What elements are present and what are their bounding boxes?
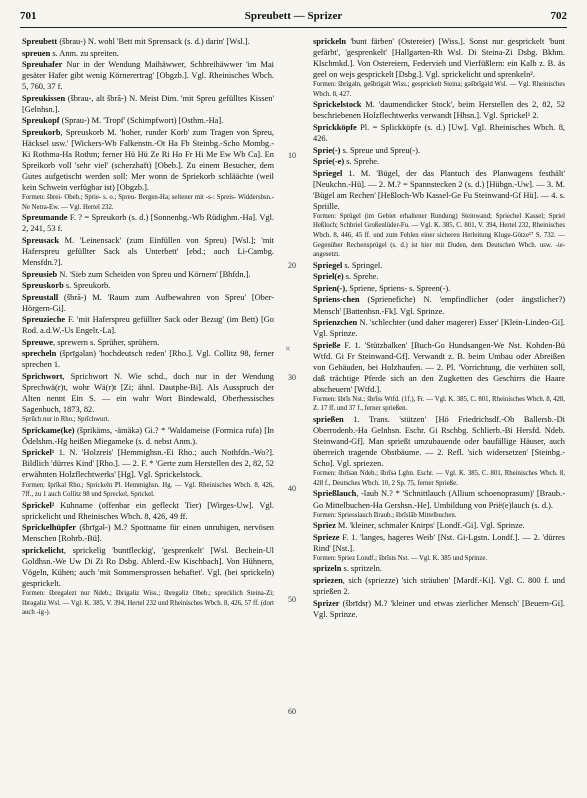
margin-mark: × (285, 344, 291, 355)
headword: Spreubett (22, 37, 58, 46)
line-number: 20 (288, 261, 296, 270)
headword: Sprickel² (22, 500, 55, 510)
dictionary-entry: Spriel(e) s. Sprehe. (313, 272, 379, 282)
line-number: 10 (288, 151, 296, 160)
headword: Spriegel (313, 168, 343, 178)
headword: spreuen (22, 48, 51, 58)
line-number: 50 (288, 595, 296, 604)
headword: Sprie(-e) (313, 157, 345, 167)
dictionary-entry: Spreustall (šbrā-) M. 'Raum zum Aufbewahren von Spreu' [Ober-Hörgern-Gi]. (22, 292, 274, 313)
headword: Spreukorb (22, 127, 61, 137)
headword: Spreusieb (22, 269, 58, 279)
dictionary-entry: Sprickel¹ 1. N. 'Holzreis' [Hemmighsn.-Ei Rho.; auch Nothfdn.-Wo?]. Bildlich 'dürres Kind' [Rho.]. — 2. F. * 'Gerte zum Herstellen des 2, 82, 52 erwähnten Holzflechtwerks' [Hg]. Vgl. Sprickelstock. (22, 448, 274, 480)
headword: Spriez (313, 521, 336, 531)
dictionary-entry: Spreusack M. 'Leinensack' (zum Einfüllen von Spreu) [Wsl.]; 'mit Haferspreu gefüllter Sack als Unterbett' [ebd.; auch Li-Cambg. Mensfdn.?]. (22, 235, 274, 268)
left-column (22, 36, 274, 786)
headword: Sprieze (313, 532, 340, 542)
forms-note: Formen: Sprügel (im Gebiet erhaltener Rundung) Steinwand; Spriechel Kassel; Spriel Heßloch; Schbriel Großenlüder-Fu. — Vgl. K. 385, C. 801, V. 394, Hertel 232, Rheinisches Wbch. 8, 446, 45 ff. und zum Fehlen einer sicheren Herleitung Kluge-Götze¹⁷ S. 732. — Gegenüber Rechensprügel (s. d.) ist hier mit Duden, dem Deutschen Wbch. usw. -ie- angesetzt. (313, 212, 565, 259)
headword: Sprickel¹ (22, 448, 55, 458)
headword: Spriel(e) (313, 272, 344, 282)
headword: sprickelicht (22, 545, 64, 555)
forms-note: Formen: šprīkəl Rho.; Sprickeln Pl. Hemmighsn. Hg. — Vgl. Rheinisches Wbch. 8, 426, 7ff., zu 1 auch Collitz 98 und Spreckel, Sprickel. (22, 481, 274, 499)
dictionary-entry: Spriens-chen (Sprienefiche) N. 'empfindlicher (oder ängstlicher?) Mensch' [Battenhsn.-Fk]. Vgl. Sprinze. (313, 295, 565, 316)
dictionary-entry: sprießen 1. Trans. 'stützen' [Hö Friedrichsdf.-Ob Ballersb.-Di Oberrodenb.-Ha Gelnhsn. Eschr. Gi Rschbg. Schlierb.-Bi Hersfd. Ndeb. Steinwand-Gf]. Man sprießt umzubauende oder baufällige Häuser, auch überreich tragende Obstbäume. — 2. Refl. 'sich widersetzen' [Steinbg.-Scho]. Vgl. spriezen. (313, 415, 565, 469)
headword: Spreukopf (22, 116, 60, 126)
dictionary-entry: Spreuhafer Nur in der Wendung Maihäwwer, Schbreihäwwer 'im Mai gesäter Hafer gibt wenig Körnerertrag' [Obgzb.]. Vgl. Rheinisches Wbch. 5, 760, 37 f. (22, 60, 274, 92)
dictionary-entry: Spriez M. 'kleiner, schmaler Knirps' [Londf.-Gi]. Vgl. Sprinze. (313, 521, 525, 531)
dictionary-entry: Spreuskorb s. Spreukorb. (22, 281, 111, 291)
dictionary-entry: spriezen, sich (spriezze) 'sich sträuben' [Mardf.-Ki]. Vgl. C. 800 f. und sprießen 2. (313, 575, 565, 596)
dictionary-entry: Sprizer (šbrīdsṛ) M.? 'kleiner und etwas zierlicher Mensch' [Beuern-Gi]. Vgl. Sprinze. (313, 598, 565, 619)
headword: Spreuzieche (22, 315, 66, 325)
dictionary-entry: Spreukopf (Sprau-) M. 'Tropf' (Schimpfwort) [Osthm.-Ha]. (22, 116, 224, 126)
dictionary-entry: Spreuwe, sprewern s. Sprüher, sprühern. (22, 337, 160, 347)
page-header (20, 10, 567, 26)
headword: Spreuhafer (22, 60, 63, 70)
headword: Sprickköpfe (313, 122, 357, 132)
forms-note: Formen: šbrīs Nst.; šbrīss Wtfd. (1f.), Fr. — Vgl. K. 385, C. 801, Rheinisches Wbch. 8, 428, Z. 17 ff. und 37 f., ferner sprießen. (313, 395, 565, 413)
headword: spriezen (313, 575, 343, 585)
dictionary-entry: Spriegel s. Springel. (313, 260, 383, 270)
headword: Spriegel (313, 260, 343, 270)
headword: Sprienzchen (313, 318, 358, 328)
headword: sprecheln (22, 349, 57, 359)
line-number: 30 (288, 373, 296, 382)
dictionary-entry: spreuen s. Anm. zu spreiten. (22, 48, 119, 58)
headword: sprizeln (313, 564, 342, 574)
dictionary-entry: sprizeln s. spritzeln. (313, 564, 382, 574)
forms-note: Formen: Spriez Londf.; šbrīsts Nst. — Vgl. K. 385 und Sprinze. (313, 554, 488, 562)
dictionary-entry: Sprien(-), Spriene, Spriens- s. Spreen(-). (313, 283, 451, 293)
dictionary-entry: sprickeln 'bunt färben' (Ostereier) [Wiss.]. Sonst nur gesprickelt 'bunt gefärbt', 'gesprenkelt' [Hallgarten-Rh Wsl. Di Steina-Zi Dsbg. Bkhm. Klschmkd.]. Von Ostereiern, Federvieh und Vierfüßlern: ein Kalb z. B. äs geel on wejs gesprickelt [Dsbg.]. Vgl. sprickelicht und sprenkeln². (313, 37, 565, 80)
forms-note: Formen: šbrīsən Ndeb.; šbrīsə Lghn. Eschr. — Vgl. K. 385, C. 801, Rheinisches Wbch. 8, 428 f., Deutsches Wbch. 10, 2 Sp. 75, ferner Sprieße. (313, 470, 565, 487)
headword: Spreumande (22, 213, 68, 223)
dictionary-entry: Sprießlauch, -laub N.? * 'Schnittlauch (Allium schoenoprasum)' [Braub.-Go Mittelbuchen-Ha Gershsn.-He]. Umbildung von Prië(e)lauch (s. d.). (313, 489, 565, 510)
dictionary-entry: Sprickame(ke) (šprikäms, -ämäkə) Gi.? * 'Waldameise (Formica rufa) [In Ödelshm.-Hg heißen Miegameke (s. d. nebst Anm.). (22, 425, 274, 446)
line-number: 60 (288, 707, 296, 716)
dictionary-entry: Spreukissen (šbrau-, alt šbrā-) N. Meist Dim. 'mit Spreu gefülltes Kissen' [Gelnhsn.]. (22, 93, 274, 114)
dictionary-entry: Spriegel 1. M. 'Bügel, der das Plantuch des Planwagens festhält' [Neukchn.-Hü]. — 2. M.? = Spannstecken 2 (s. d.) [Hübgn.-Uw]. — 3. M. 'Bügel am Rechen' [Heßloch-Wb Kassel-Ge Fu Steinwand-Gf Hü]. — 4. s. Spriille. (313, 168, 565, 211)
dictionary-entry: sprickelicht, sprickelig 'buntfleckig', 'gesprenkelt' [Wsl. Bechein-Ul Goldhsn.-We Uw Di Zi Ro Dsbg. Ahlerd.-Ew Kischbach]. Von Hühnern, Vögeln, Kühen; auch 'mit Sommersprossen behaftet'. Vgl. (bei sprickeln) gesprickelt. (22, 545, 274, 589)
headword: Sprieße (313, 340, 341, 350)
headword: sprickeln (313, 37, 347, 46)
dictionary-entry: Sprie(-e) s. Sprehe. (313, 157, 380, 167)
headword: Spreuskorb (22, 281, 64, 291)
headword: Sprichwort (22, 372, 63, 381)
forms-note: Sprūch nur in Rho.; Sprīchwurt. (22, 416, 110, 424)
headword: Spreukissen (22, 93, 66, 103)
dictionary-entry: Sprickköpfe Pl. = Splickköpfe (s. d.) [Uw]. Vgl. Rheinisches Wbch. 8, 426. (313, 122, 565, 144)
header-rule (20, 27, 567, 28)
dictionary-entry: Sprickelstock M. 'daumendicker Stock', beim Herstellen des 2, 82, 52 beschriebenen Holzflechtwerks verwandt [Hhsn.]. Vgl. Sprickel¹ 2. (313, 100, 565, 121)
dictionary-entry: Spreukorb, Spreuskorb M. 'hoher, runder Korb' zum Tragen von Spreu, Häcksel usw.' [Wickers-Wb Falkenstn.-Ot Ha Fb Steinbg.-Scho Mombg.-Ki Rothma-Ha Rothm; ferner Hü Hü Ze Ri Ho Fr Hi Me Ew Wb Ca]. En Spreikorb voll 'sehr viel' (scherzhaft) [Obeb.]. Zu einem Besucher, dem Gutes aufgetischt werden soll: Mer wonn de Spriekorb schläächte (weil kein Schwein verfügbar ist) [Obgzb.]. (22, 127, 274, 193)
headword: Spriens-chen (313, 295, 360, 305)
headword: Sprizer (313, 598, 340, 608)
headword: Sprickelstock (313, 100, 362, 110)
headword: Sprickelhüpfer (22, 523, 76, 533)
dictionary-entry: sprecheln (šprīgəlan) 'hochdeutsch reden' [Rho.]. Vgl. Collitz 98, ferner sprechen 1. (22, 349, 274, 370)
dictionary-entry: Sprie(-) s. Spreue und Spreu(-). (313, 145, 420, 155)
dictionary-entry: Sprienzchen N. 'schlechter (und daher magerer) Esser' [Klein-Linden-Gi]. Vgl. Sprinze. (313, 318, 565, 339)
running-title: Spreubett — Sprizer (244, 10, 343, 22)
headword: sprießen (313, 415, 344, 425)
dictionary-entry: Spreubett (šbrau-) N. wohl 'Bett mit Sprensack (s. d.) darin' [Wsl.]. (22, 37, 250, 46)
dictionary-entry: Spreumande F. ? = Spreukorb (s. d.) [Sonnenbg.-Wb Rüdighm.-Ha]. Vgl. 2, 241, 53 f. (22, 213, 274, 234)
line-number: 40 (288, 484, 296, 493)
dictionary-entry: Spreuzieche F. 'mit Haferspreu gefüllter Sack oder Bezug' (im Bett) [Go Rod. a.d.W.-Us Engelr.-La]. (22, 315, 274, 336)
dictionary-entry: Sprickel² Kuhname (offenbar ein gefleckt Tier) [Wirges-Uw]. Vgl. sprickelicht und Rheinisches Wbch. 8, 426, 49 ff. (22, 500, 274, 521)
headword: Spreustall (22, 292, 59, 302)
page-number-right: 702 (550, 10, 567, 22)
dictionary-entry: Spreusieb N. 'Sieb zum Scheiden von Spreu und Körnern' [Bhfdn.]. (22, 269, 251, 279)
forms-note: Formen: Spriesslauch Braub.; šbrīslāb Mittelbuchen. (313, 511, 457, 519)
page-number-left: 701 (20, 10, 37, 22)
dictionary-entry: Sprieße F. 1. 'Stützbalken' [Buch-Go Hundsangen-We Nst. Kohden-Bü Wtfd. Gi Fr Steinwand-Gf]. Verwandt z. B. beim Umbau oder Abreißen von Gebäuden, bei Holzhaufen. — 2. Pl. 'Vorrichtung, die verhüten soll, daß trächtige Pferde sich an den Zugketten des Geschirrs die Haare abscheuern' [Wtfd.]. (313, 340, 565, 394)
forms-note: Formen: šbregəlezt nur Ndeb.; šbrigəliz Wiss.; šbregəliz Obeb.; sprecklich Steina-Zi; šbrəgəliz Wsl. — Vgl. K. 385, V. 394, Hertel 232 und Rheinisches Wbch. 8, 426, 57 ff. (dort auch -ig-). (22, 590, 274, 617)
headword: Sprießlauch (313, 489, 357, 499)
headword: Sprien(-) (313, 283, 346, 293)
forms-note: Formen: šbrei- Obeb.; Sprie- s. o.; Spreu- Bergen-Ha; seltener mit -s-: Spreis- Widdersbsn.-Ne Netra-Ew. — Vgl. Hertel 232. (22, 194, 274, 211)
headword: Spreuwe (22, 337, 54, 347)
dictionary-entry: Sprickelhüpfer (šbrīgəl-) M.? Spottname für einen unruhigen, nervösen Menschen [Rohrb.-Bü]. (22, 523, 274, 544)
dictionary-entry: Sprieze F. 1. 'langes, hageres Weib' [Nst. Gi-Lgstn. Londf.]. — 2. 'dürres Rind' [Nst.]. (313, 532, 565, 553)
headword: Sprickame(ke) (22, 425, 75, 435)
headword: Sprie(-) (313, 145, 341, 155)
forms-note: Formen: šbrigəln, gešbrigəlt Wiss.; gesprickelt Steina; gəšbrīgəld Wsl. — Vgl. Rheinisches Wbch. 8, 427. (313, 81, 565, 98)
dictionary-entry: Sprichwort, Sprichwort N. Wie schd., doch nur in der Wendung Sprechwä(r)t, wohr Wä(r)t [Zi; ähnl. Dautphe-Bi]. Als Ausspruch der Alten nennt Ein S. — ein wahr Wort Bindewald, Oberhessisches Sagenbuch, 1873, 82. (22, 372, 274, 415)
headword: Spreusack (22, 235, 60, 245)
right-column (313, 36, 565, 786)
